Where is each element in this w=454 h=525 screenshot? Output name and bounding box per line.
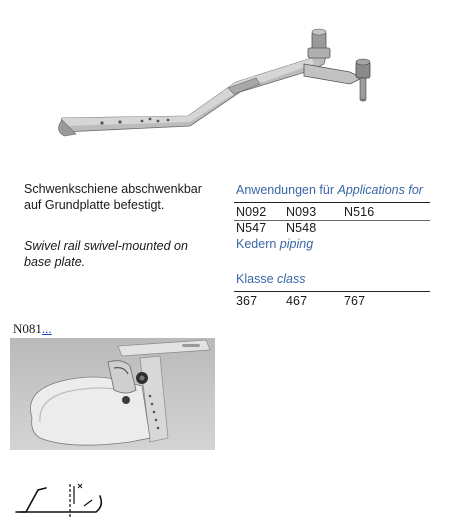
application-code: N548 (286, 221, 317, 235)
description-english-line-1: Swivel rail swivel-mounted on (24, 239, 188, 253)
applications-label-en: Applications for (337, 183, 423, 197)
klasse-value: 767 (344, 294, 366, 308)
swivel-rail-drawing-icon (50, 18, 390, 148)
attachment-photo (10, 338, 215, 450)
klasse-value: 467 (286, 294, 308, 308)
related-product-code: N081 (13, 321, 42, 336)
klasse-label-de: Klasse (236, 272, 274, 286)
kedern-label-de: Kedern (236, 237, 277, 251)
applications-heading (236, 183, 423, 197)
description-german-line-2: auf Grundplatte befestigt. (24, 198, 165, 212)
application-row-2 (236, 221, 432, 237)
kedern-line (236, 237, 313, 251)
swivel-rail-image (50, 18, 390, 148)
klasse-label-en: class (277, 272, 306, 286)
seam-guide-pictogram-icon (12, 478, 112, 518)
seam-pictogram (12, 478, 112, 518)
klasse-rule (234, 291, 430, 292)
klasse-heading (236, 272, 306, 286)
description-german-line-1: Schwenkschiene abschwenkbar (24, 182, 202, 196)
related-product-link[interactable]: ... (41, 321, 52, 336)
description-german (24, 181, 202, 213)
description-english (24, 238, 188, 270)
attachment-photo-icon (10, 338, 215, 450)
related-product (13, 321, 52, 337)
kedern-label-en: piping (279, 237, 314, 251)
application-row-1 (236, 205, 432, 221)
applications-label-de: Anwendungen für (236, 183, 334, 197)
klasse-values (236, 294, 432, 310)
application-code: N547 (236, 221, 267, 235)
application-code: N516 (344, 205, 375, 219)
application-code: N092 (236, 205, 267, 219)
application-code: N093 (286, 205, 317, 219)
applications-rule (234, 202, 430, 203)
klasse-value: 367 (236, 294, 258, 308)
description-english-line-2: base plate. (24, 255, 86, 269)
